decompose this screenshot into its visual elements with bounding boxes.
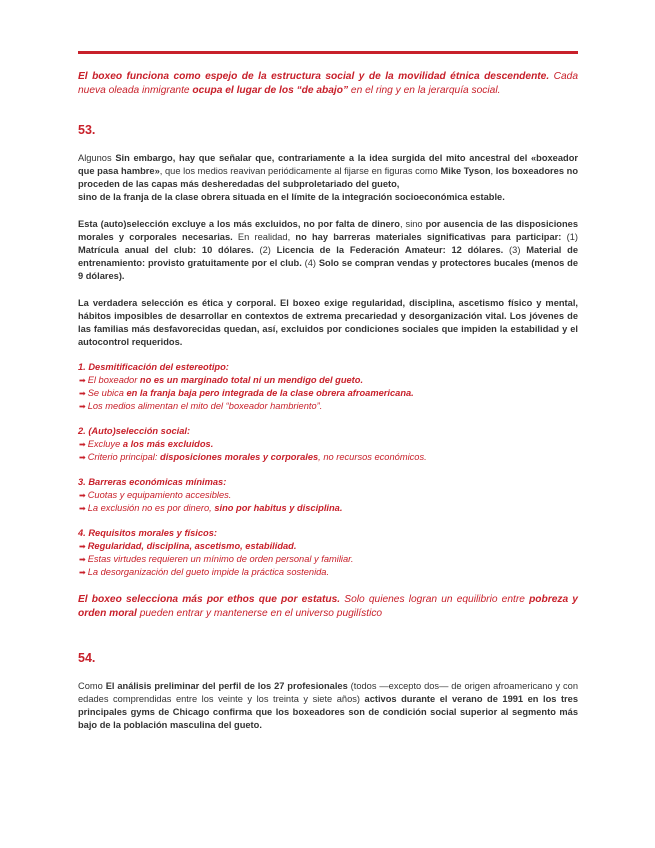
text-run: Algunos [78, 153, 116, 163]
section-53-number: 53. [78, 123, 96, 137]
list-item [78, 553, 578, 566]
list-title: 4. Requisitos morales y físicos: [78, 528, 217, 538]
arrow-right-icon: ➡ [79, 504, 86, 513]
summary-list-2 [78, 425, 578, 464]
bold-run: activos durante el verano de 1991 en los tres principales gyms de Chicago confirma que los boxeadores son de condición social superior al segmento más bajo de la población masculina del gueto. [78, 694, 579, 730]
list-item [78, 566, 578, 579]
bold-run: Mike Tyson [440, 166, 491, 176]
text-run: La exclusión no es por dinero, [87, 503, 215, 513]
bold-run: El boxeo selecciona más por ethos que por estatus. [78, 594, 341, 605]
arrow-right-icon: ➡ [79, 542, 86, 551]
list-item [78, 451, 578, 464]
text-run: pueden entrar y mantenerse en el universo pugilístico [136, 608, 383, 619]
list-title: 1. Desmitificación del estereotipo: [78, 362, 229, 372]
intro-text: Cada nueva oleada inmigrante [78, 71, 579, 96]
arrow-right-icon: ➡ [79, 389, 86, 398]
section-54-number: 54. [78, 651, 96, 665]
list-item [78, 489, 578, 502]
arrow-right-icon: ➡ [79, 376, 86, 385]
text-run: (3) [503, 245, 527, 255]
list-title: 3. Barreras económicas mínimas: [78, 477, 227, 487]
list-item [78, 387, 578, 400]
text-run: Solo quienes logran un equilibrio entre [340, 594, 530, 605]
bold-run: no es un marginado total ni un mendigo del gueto. [139, 375, 364, 385]
bold-run: Esta (auto)selección excluye a los más excluidos, no por falta de dinero [78, 219, 400, 229]
bold-run: Licencia de la Federación Amateur: 12 dólares. [276, 245, 504, 255]
arrow-right-icon: ➡ [79, 453, 86, 462]
summary-list-4 [78, 527, 578, 579]
bold-run: Matrícula anual del club: 10 dólares. [78, 245, 254, 255]
bold-run: sino por habitus y disciplina. [214, 503, 343, 513]
intro-paragraph [78, 70, 578, 98]
bold-run: disposiciones morales y corporales [160, 452, 319, 462]
list-item [78, 502, 578, 515]
list-item [78, 374, 578, 387]
list-item [78, 438, 578, 451]
bold-run: en la franja baja pero integrada de la clase obrera afroamericana. [126, 388, 414, 398]
bold-run: pobreza y orden moral [78, 594, 578, 619]
text-run: , que los medios reavivan periódicamente al fijarse en figuras como [159, 166, 441, 176]
bold-run: sino de la franja de la clase obrera situada en el límite de la integración socioeconómica estable. [78, 192, 505, 202]
text-run: (4) [301, 258, 319, 268]
text-run: , [399, 219, 406, 229]
sec53-summary [78, 593, 578, 621]
bold-run: no hay barreras materiales significativas para participar: [295, 232, 562, 242]
list-title: 2. (Auto)selección social: [78, 426, 191, 436]
arrow-right-icon: ➡ [79, 555, 86, 564]
bold-run: Material de entrenamiento: provisto gratuitamente por el club. [78, 245, 578, 268]
text-run: El boxeador [87, 375, 140, 385]
sec53-paragraph-3: La verdadera selección es ética y corporal. El boxeo exige regularidad, disciplina, ascetismo físico y mental, hábitos imposibles de desarrollar en contextos de extrema precariedad y desorganización vital. Los jóvenes de las familias más desfavorecidas quedan, así, excluidos por condiciones sociales que impiden la estabilidad y el autocontrol requeridos. [78, 298, 578, 347]
intro-text-2: en el ring y en la jerarquía social. [348, 85, 501, 96]
list-item [78, 540, 578, 553]
text-run: Se ubica [87, 388, 127, 398]
text-run: , no recursos económicos. [318, 452, 427, 462]
bold-run: los boxeadores no proceden de las capas más desheredadas del subproletariado del gueto, [78, 166, 578, 189]
text-run: Criterio principal: [87, 452, 161, 462]
bold-run: a los más excluidos. [122, 439, 214, 449]
page-content [78, 70, 578, 732]
sec53-paragraph-2 [78, 218, 578, 283]
text-run: Los medios alimentan el mito del “boxeador hambriento”. [87, 401, 323, 411]
text-run: (2) [253, 245, 277, 255]
arrow-right-icon: ➡ [79, 402, 86, 411]
sec54-paragraph-1 [78, 680, 578, 732]
text-run: Como [78, 681, 106, 691]
bold-run: Solo se compran vendas y protectores bucales (menos de 9 dólares). [78, 258, 578, 281]
arrow-right-icon: ➡ [79, 440, 86, 449]
text-run: (todos —excepto dos— de origen afroamericano y con edades comprendidas entre los veinte y los treinta y siete años) [78, 681, 578, 704]
text-run: Excluye [87, 439, 123, 449]
bold-run: El análisis preliminar del perfil de los 27 profesionales [105, 681, 348, 691]
list-item [78, 400, 578, 413]
summary-list-3 [78, 476, 578, 515]
text-run: En realidad, [232, 232, 296, 242]
intro-bold-2: ocupa el lugar de los “de abajo” [192, 85, 349, 96]
text-run: Estas virtudes requieren un mínimo de orden personal y familiar. [87, 554, 354, 564]
text-run: (1) [561, 232, 578, 242]
intro-bold: El boxeo funciona como espejo de la estructura social y de la movilidad étnica descendente. [78, 71, 550, 82]
text-run: , [490, 166, 496, 176]
bold-run: Sin embargo, hay que señalar que, contrariamente a la idea surgida del mito ancestral del «boxeador que pasa hambre» [78, 153, 578, 176]
header-rule [78, 51, 578, 54]
arrow-right-icon: ➡ [79, 568, 86, 577]
arrow-right-icon: ➡ [79, 491, 86, 500]
summary-list-1 [78, 361, 578, 413]
text-run: Cuotas y equipamiento accesibles. [87, 490, 232, 500]
bold-run: Regularidad, disciplina, ascetismo, estabilidad. [87, 541, 297, 551]
sec53-paragraph-1 [78, 152, 578, 204]
text-run: sino [405, 219, 423, 229]
text-run: La desorganización del gueto impide la práctica sostenida. [87, 567, 330, 577]
bold-run: por ausencia de las disposiciones morales y corporales necesarias. [78, 219, 578, 242]
